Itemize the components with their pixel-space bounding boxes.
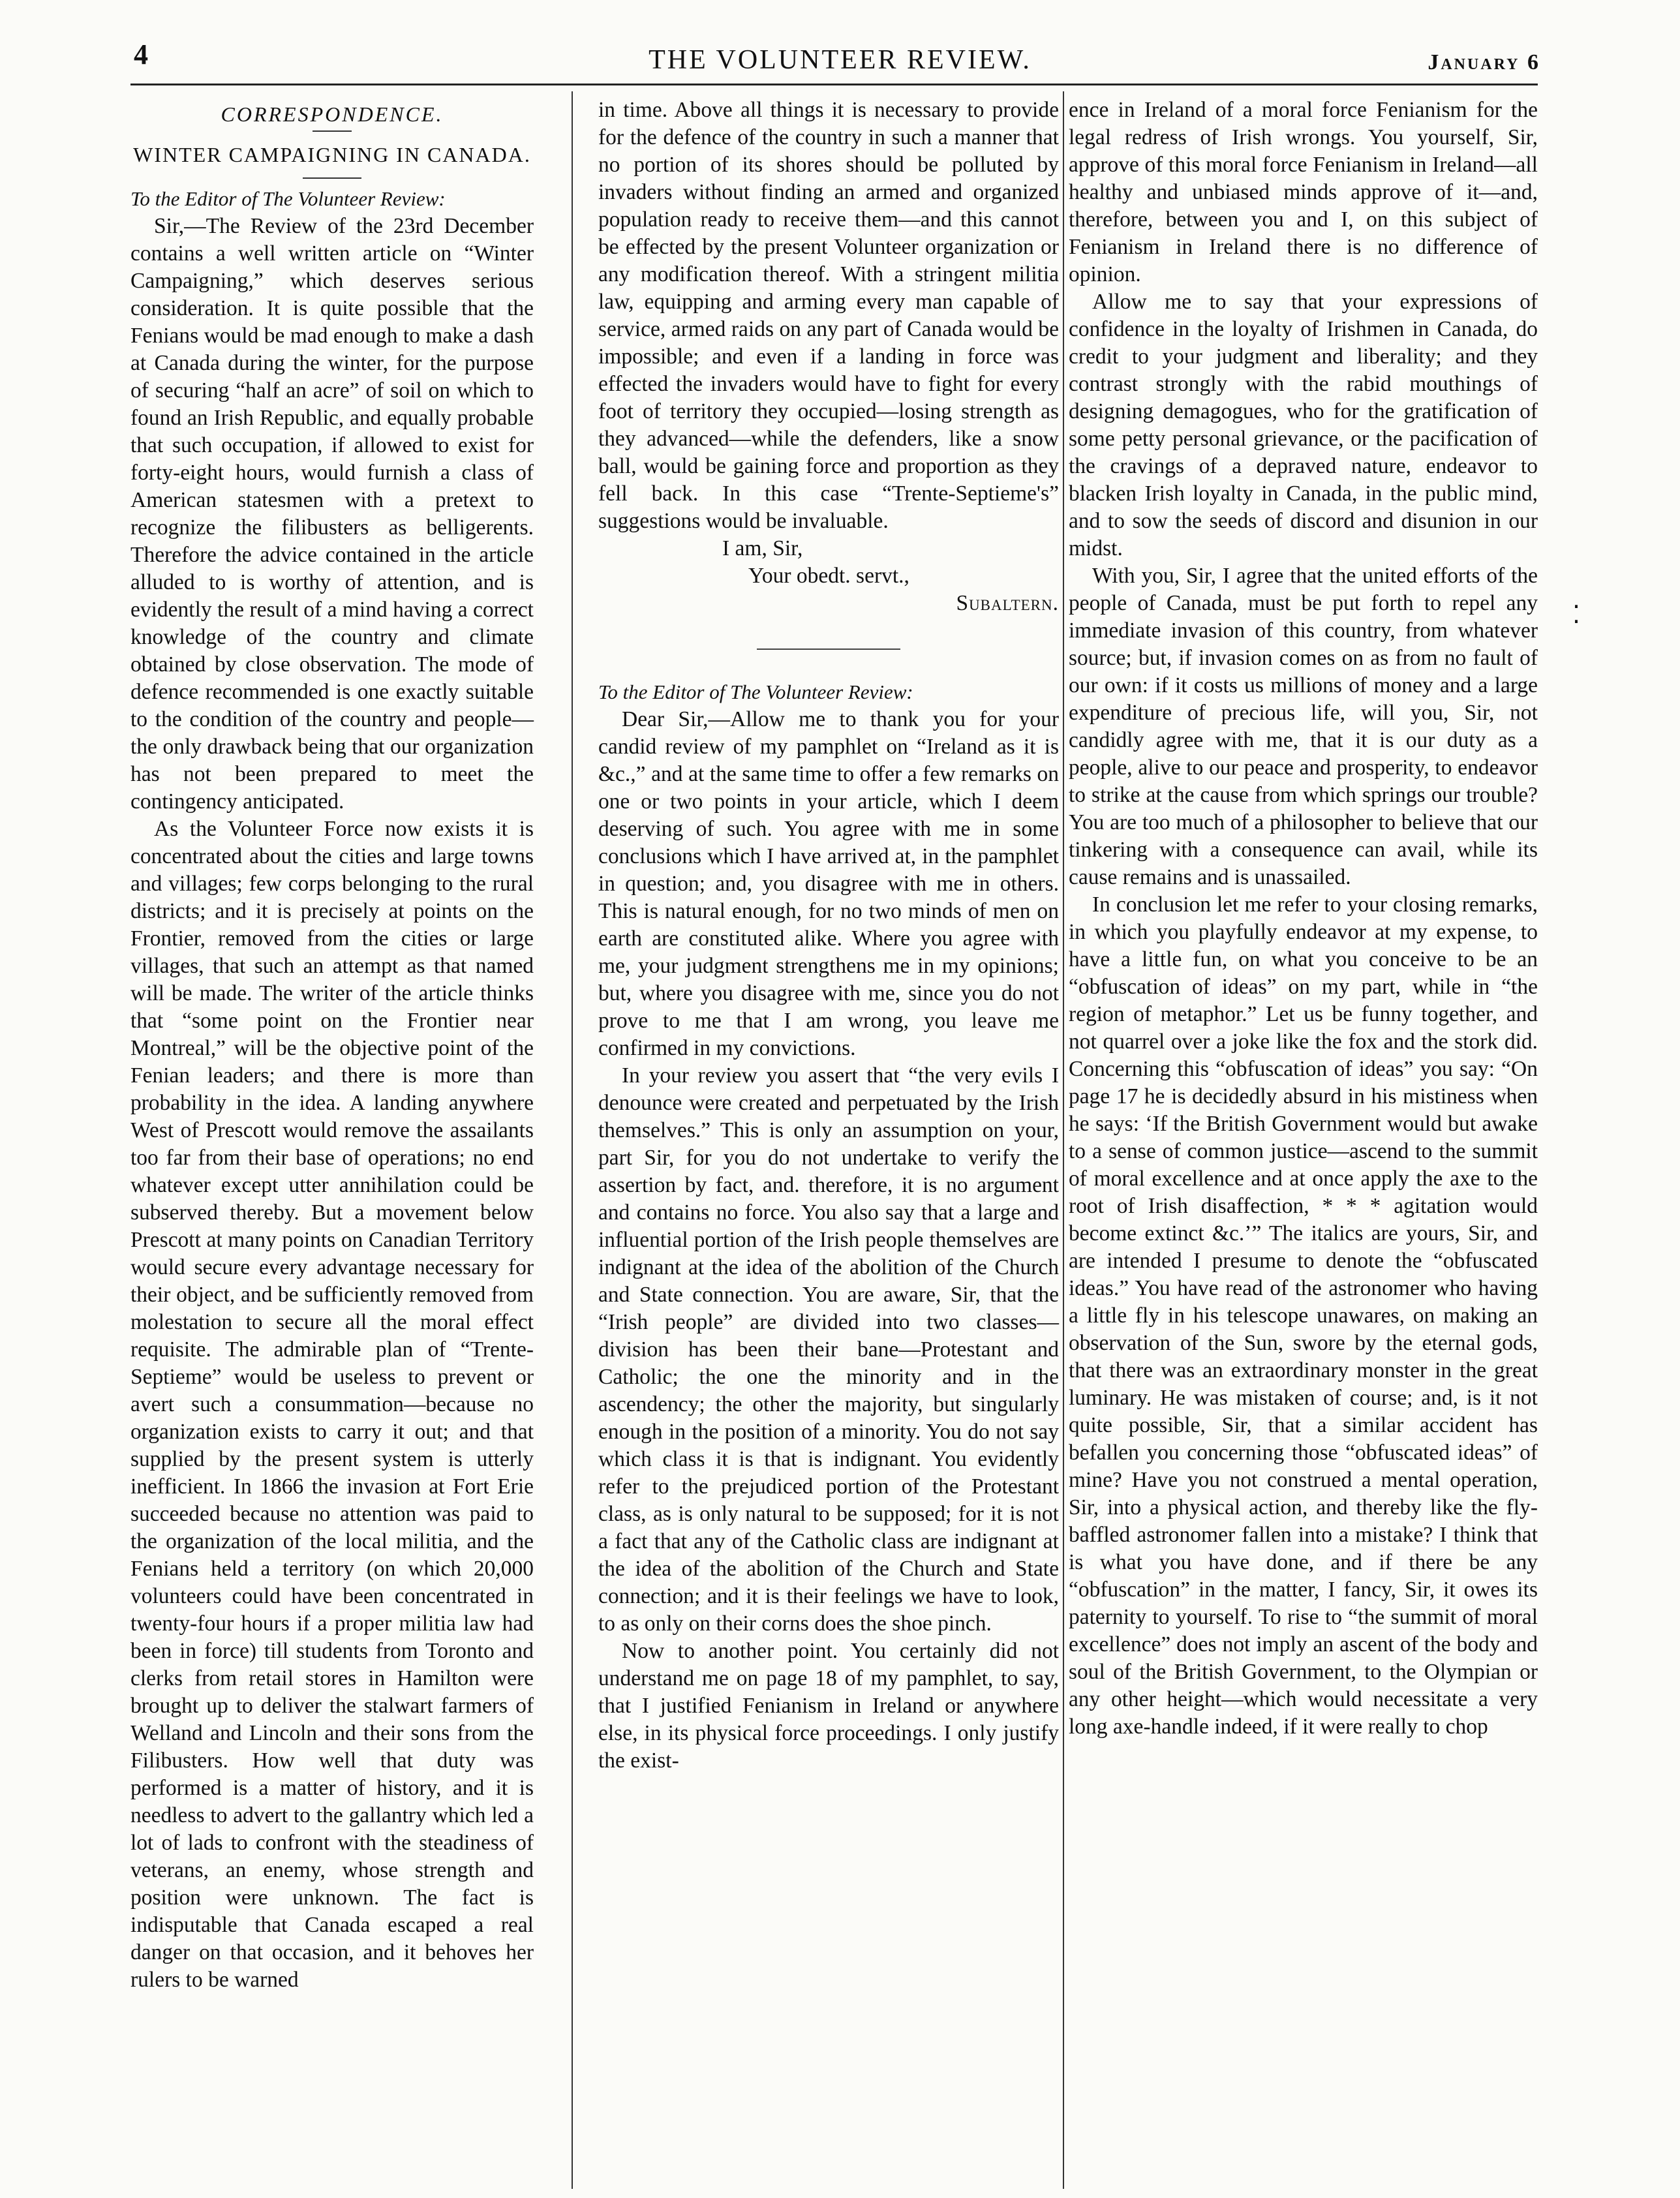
heading-rule [313, 130, 352, 132]
letter1-closing-2: Your obedt. servt., [748, 564, 909, 588]
letter2-paragraph: With you, Sir, I agree that the united efforts of the people of Canada, must be put forth to repel any immediate invasion of this country, from whatever source; but, if invasion comes on as from no fault of our own: if it costs us millions of money and a large expenditure of precious life, will you, Sir, not candidly agree with me, that it is our duty as a people, alive to our peace and prosperity, to endeavor to strike at the cause from which springs our trouble? You are too much of a philosopher to believe that our tinkering with a consequence can avail, while its cause remains and is unassailed. [1069, 564, 1538, 889]
letter1-salutation: To the Editor of The Volunteer Review: [130, 187, 446, 210]
letter-divider [598, 634, 1059, 662]
column-1 [130, 97, 534, 1994]
letter1-paragraph: As the Volunteer Force now exists it is concentrated about the cities and large towns and villages; few corps belonging to the rural districts; and it is precisely at points on the Frontier, removed from the cities or large villages, that such an attempt as that named will be made. The writer of the article thinks that “some point on the Frontier near Montreal,” will be the objective point of the Fenian leaders; and there is more than probability in the idea. A landing anywhere West of Prescott would remove the assailants too far from their base of operations; no end whatever except utter annihilation could be subserved thereby. But a movement below Prescott at many points on Canadian Territory would secure every advantage necessary for their object, and be sufficiently removed from molestation to secure all the moral effect requisite. The admirable plan of “Trente-Septieme” would be useless to prevent or avert such a consummation—because no organization exists to carry it out; and that supplied by the present system is utterly inefficient. In 1866 the invasion at Fort Erie succeeded because no attention was paid to the organization of the local militia, and the Fenians held a territory (on which 20,000 volunteers could have been concentrated in twenty-four hours if a proper militia law had been in force) till students from Toronto and clerks from retail stores in Hamilton were brought up to deliver the stalwart farmers of Welland and Lincoln and their sons from the Filibusters. How well that duty was performed is a matter of history, and it is needless to advert to the gallantry which led a lot of lads to confront with the steadiness of veterans, an enemy, whose strength and position were unknown. The fact is indisputable that Canada escaped a real danger on that occasion, and it behoves her rulers to be warned [130, 817, 534, 1992]
letter2-paragraph: In your review you assert that “the very evils I denounce were created and perpetuated by the Irish themselves.” This is only an assumption on your, part Sir, for you do not undertake to verify the assertion by fact, and. therefore, it is no argument and contains no force. You also say that a large and influential portion of the Irish people themselves are indignant at the idea of the abolition of the Church and State connection. You are aware, Sir, that the “Irish people” are divided into two classes—division has been their bane—Protestant and Catholic; the one the minority and in the ascendency; the other the majority, but singularly enough in the position of a minority. You do not say which class it is that is indignant. You evidently refer to the prejudiced portion of the Protestant class, as is only natural to be supposed; for it is not a fact that any of the Catholic class are indignant at the idea of the abolition of the Church and State connection; and it is their feelings we have to look, to as only on their corns does the shoe pinch. [598, 1063, 1059, 1636]
publication-title: THE VOLUNTEER REVIEW. [649, 45, 1031, 75]
letter1-closing: I am, Sir, [722, 536, 803, 560]
column-3 [1069, 97, 1538, 1741]
title-rule [303, 177, 361, 179]
letter1-paragraph: Sir,—The Review of the 23rd December contains a well written article on “Winter Campaigning,” which deserves serious consideration. It is quite possible that the Fenians would be mad enough to make a dash at Canada during the winter, for the purpose of securing “half an acre” of soil on which to found an Irish Republic, and equally probable that such occupation, if allowed to exist for forty-eight hours, would furnish a class of American statesmen with a pretext to recognize the filibusters as belligerents. Therefore the advice contained in the article alluded to is worthy of attention, and is evidently the result of a mind having a correct knowledge of the country and climate obtained by close observation. The mode of defence recommended is one exactly suitable to the condition of the country and people—the only drawback being that our organization has not been prepared to meet the contingency anticipated. [130, 214, 534, 814]
header-rule [130, 84, 1538, 85]
letter2-paragraph: Allow me to say that your expressions of confidence in the loyalty of Irishmen in Canada, do credit to your judgment and liberality; and they contrast strongly with the rabid mouthings of designing demagogues, who for the gratification of some petty personal grievance, or the pacification of the cravings of a depraved nature, endeavor to blacken Irish loyalty in Canada, in the public mind, and to sow the seeds of discord and disunion in our midst. [1069, 290, 1538, 560]
letter2-paragraph: Dear Sir,—Allow me to thank you for your candid review of my pamphlet on “Ireland as it is &c.,” and at the same time to offer a few remarks on one or two points in your article, which I deem deserving of such. You agree with me in some conclusions which I have arrived at, in the pamphlet in question; and, you disagree with me in others. This is natural enough, for no two minds of men on earth are constituted alike. Where you agree with me, your judgment strengthens me in my opinions; but, where you disagree with me, since you do not prove to me that I am wrong, you leave me confirmed in my convictions. [598, 707, 1059, 1060]
column-divider-2 [1063, 91, 1064, 2189]
section-heading: CORRESPONDENCE. [221, 102, 444, 126]
letter2-salutation: To the Editor of The Volunteer Review: [598, 680, 913, 703]
page-number: 4 [134, 38, 148, 70]
letter1-signature: Subaltern. [956, 591, 1059, 615]
column-divider-1 [572, 91, 573, 2189]
column-2 [598, 97, 1059, 1775]
article-title: WINTER CAMPAIGNING IN CANADA. [133, 143, 531, 166]
letter2-paragraph: In conclusion let me refer to your closing remarks, in which you playfully endeavor at my expense, to have a little fun, on what you conceive to be an “obfuscation of ideas” on my part, while in “the region of metaphor.” Let us be funny together, and not quarrel over a joke like the fox and the stork did. Concerning this “obfuscation of ideas” you say: “On page 17 he is decidedly absurd in his mistiness when he says: ‘If the British Government would but awake to a sense of common justice—ascend to the summit of moral excellence and at once apply the axe to the root of Irish disaffection, * * * agitation would become extinct &c.’” The italics are yours, Sir, and are intended I presume to denote the “obfuscated ideas.” You have read of the astronomer who having a little fly in his telescope unawares, on making an observation of the Sun, swore by the eternal gods, that there was an extraordinary monster in the great luminary. He was mistaken of course; and, is it not quite possible, Sir, that a similar accident has befallen you concerning those “obfuscated ideas” of mine? Have you not construed a mental operation, Sir, into a physical action, and thereby like the fly-baffled astronomer fallen into a mistake? I think that is what you have done, and if there be any “obfuscation” in the matter, I fancy, Sir, it owes its paternity to yourself. To rise to “the summit of moral excellence” does not imply an ascent of the body and soul of the British Government, to the Olympian or any other height—which would necessitate a very long axe-handle indeed, if it were really to chop [1069, 893, 1538, 1739]
letter2-paragraph: Now to another point. You certainly did not understand me on page 18 of my pamphlet, to say, that I justified Fenianism in Ireland or anywhere else, in its physical force proceedings. I only justify the exist- [598, 1639, 1059, 1773]
margin-speck: ⁚ [1572, 602, 1581, 629]
letter1-paragraph: in time. Above all things it is necessary to provide for the defence of the country in such a manner that no portion of its shores should be polluted by invaders without finding an armed and organized population ready to receive them—and this cannot be effected by the present Volunteer organization or any modification thereof. With a stringent militia law, equipping and arming every man capable of service, armed raids on any part of Canada would be impossible; and even if a landing in force was effected the invaders would have to fight for every foot of territory they occupied—losing strength as they advanced—while the defenders, like a snow ball, would be gaining force and proportion as they fell back. In this case “Trente-Septieme's” suggestions would be invaluable. [598, 98, 1059, 533]
issue-date: January 6 [1428, 50, 1540, 74]
letter2-paragraph: ence in Ireland of a moral force Fenianism for the legal redress of Irish wrongs. You yourself, Sir, approve of this moral force Fenianism in Ireland—all healthy and unbiased minds approve of it—and, therefore, between you and I, on this subject of Fenianism in Ireland there is no difference of opinion. [1069, 98, 1538, 286]
